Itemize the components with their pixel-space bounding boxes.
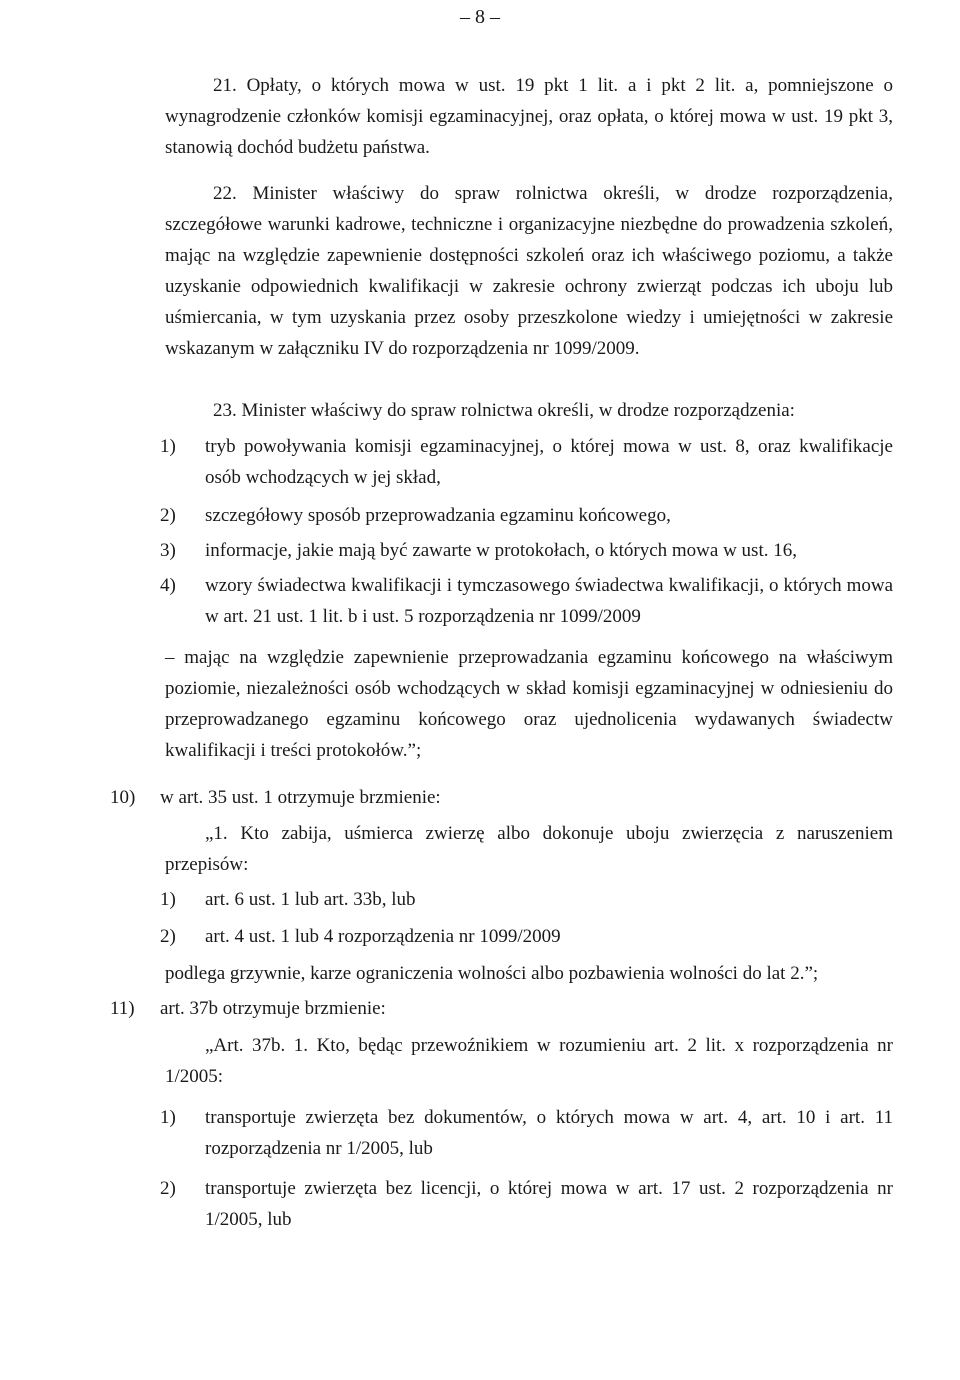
list-item-text: wzory świadectwa kwalifikacji i tymczasowego świadectwa kwalifikacji, o których mowa w art. 21 ust. 1 lit. b i ust. 5 rozporządzenia nr 1099/2009 bbox=[205, 575, 893, 627]
paragraph-21: 21. Opłaty, o których mowa w ust. 19 pkt 1 lit. a i pkt 2 lit. a, pomniejszone o wynagrodzenie członków komisji egzaminacyjnej, oraz opłata, o której mowa w ust. 19 pkt 3, stanowią dochód budżetu państwa. bbox=[165, 75, 893, 158]
list-item-number: 1) bbox=[160, 1107, 176, 1128]
list-item-number: 3) bbox=[160, 540, 176, 561]
list-item-text: art. 6 ust. 1 lub art. 33b, lub bbox=[205, 889, 416, 910]
list-item-text: transportuje zwierzęta bez licencji, o której mowa w art. 17 ust. 2 rozporządzenia nr 1/2005, lub bbox=[205, 1178, 893, 1230]
list-item-text: szczegółowy sposób przeprowadzania egzaminu końcowego, bbox=[205, 505, 671, 526]
list-item-text: tryb powoływania komisji egzaminacyjnej, o której mowa w ust. 8, oraz kwalifikacje osób wchodzących w jej skład, bbox=[205, 436, 893, 488]
list-item-text: transportuje zwierzęta bez dokumentów, o których mowa w art. 4, art. 10 i art. 11 rozporządzenia nr 1/2005, lub bbox=[205, 1107, 893, 1159]
list-item-number: 2) bbox=[160, 505, 176, 526]
list-item-number: 4) bbox=[160, 575, 176, 596]
paragraph-23-intro: 23. Minister właściwy do spraw rolnictwa określi, w drodze rozporządzenia: bbox=[213, 400, 795, 421]
amendment-text: art. 37b otrzymuje brzmienie: bbox=[160, 998, 386, 1019]
paragraph-23-closing: – mając na względzie zapewnienie przeprowadzania egzaminu końcowego na właściwym poziomie, niezależności osób wchodzących w skład komisji egzaminacyjnej w odniesieniu do przeprowadzanego egzaminu końcowego oraz ujednolicenia wydawanych świadectw kwalifikacji i treści protokołów.”; bbox=[165, 647, 893, 761]
list-item-text: informacje, jakie mają być zawarte w protokołach, o których mowa w ust. 16, bbox=[205, 540, 797, 561]
quote-article-35: „1. Kto zabija, uśmierca zwierzę albo dokonuje uboju zwierzęcia z naruszeniem przepisów: bbox=[165, 823, 893, 875]
quote-article-37b: „Art. 37b. 1. Kto, będąc przewoźnikiem w rozumieniu art. 2 lit. x rozporządzenia nr 1/2005: bbox=[165, 1035, 893, 1087]
amendment-text: w art. 35 ust. 1 otrzymuje brzmienie: bbox=[160, 787, 441, 808]
list-item-number: 2) bbox=[160, 1178, 176, 1199]
list-item-text: art. 4 ust. 1 lub 4 rozporządzenia nr 1099/2009 bbox=[205, 926, 561, 947]
page-number: – 8 – bbox=[460, 6, 500, 28]
paragraph-22: 22. Minister właściwy do spraw rolnictwa określi, w drodze rozporządzenia, szczegółowe warunki kadrowe, techniczne i organizacyjne niezbędne do prowadzenia szkoleń, mając na względzie zapewnienie dostępności szkoleń oraz ich właściwego poziomu, a także uzyskanie odpowiednich kwalifikacji w zakresie ochrony zwierząt podczas ich uboju lub uśmiercania, w tym uzyskania przez osoby przeszkolone wiedzy i umiejętności w zakresie wskazanym w załączniku IV do rozporządzenia nr 1099/2009. bbox=[165, 183, 893, 359]
amendment-number: 11) bbox=[110, 998, 135, 1019]
penalty-clause: podlega grzywnie, karze ograniczenia wolności albo pozbawienia wolności do lat 2.”; bbox=[165, 963, 819, 984]
amendment-number: 10) bbox=[110, 787, 136, 808]
list-item-number: 1) bbox=[160, 889, 176, 910]
list-item-number: 2) bbox=[160, 926, 176, 947]
list-item-number: 1) bbox=[160, 436, 176, 457]
